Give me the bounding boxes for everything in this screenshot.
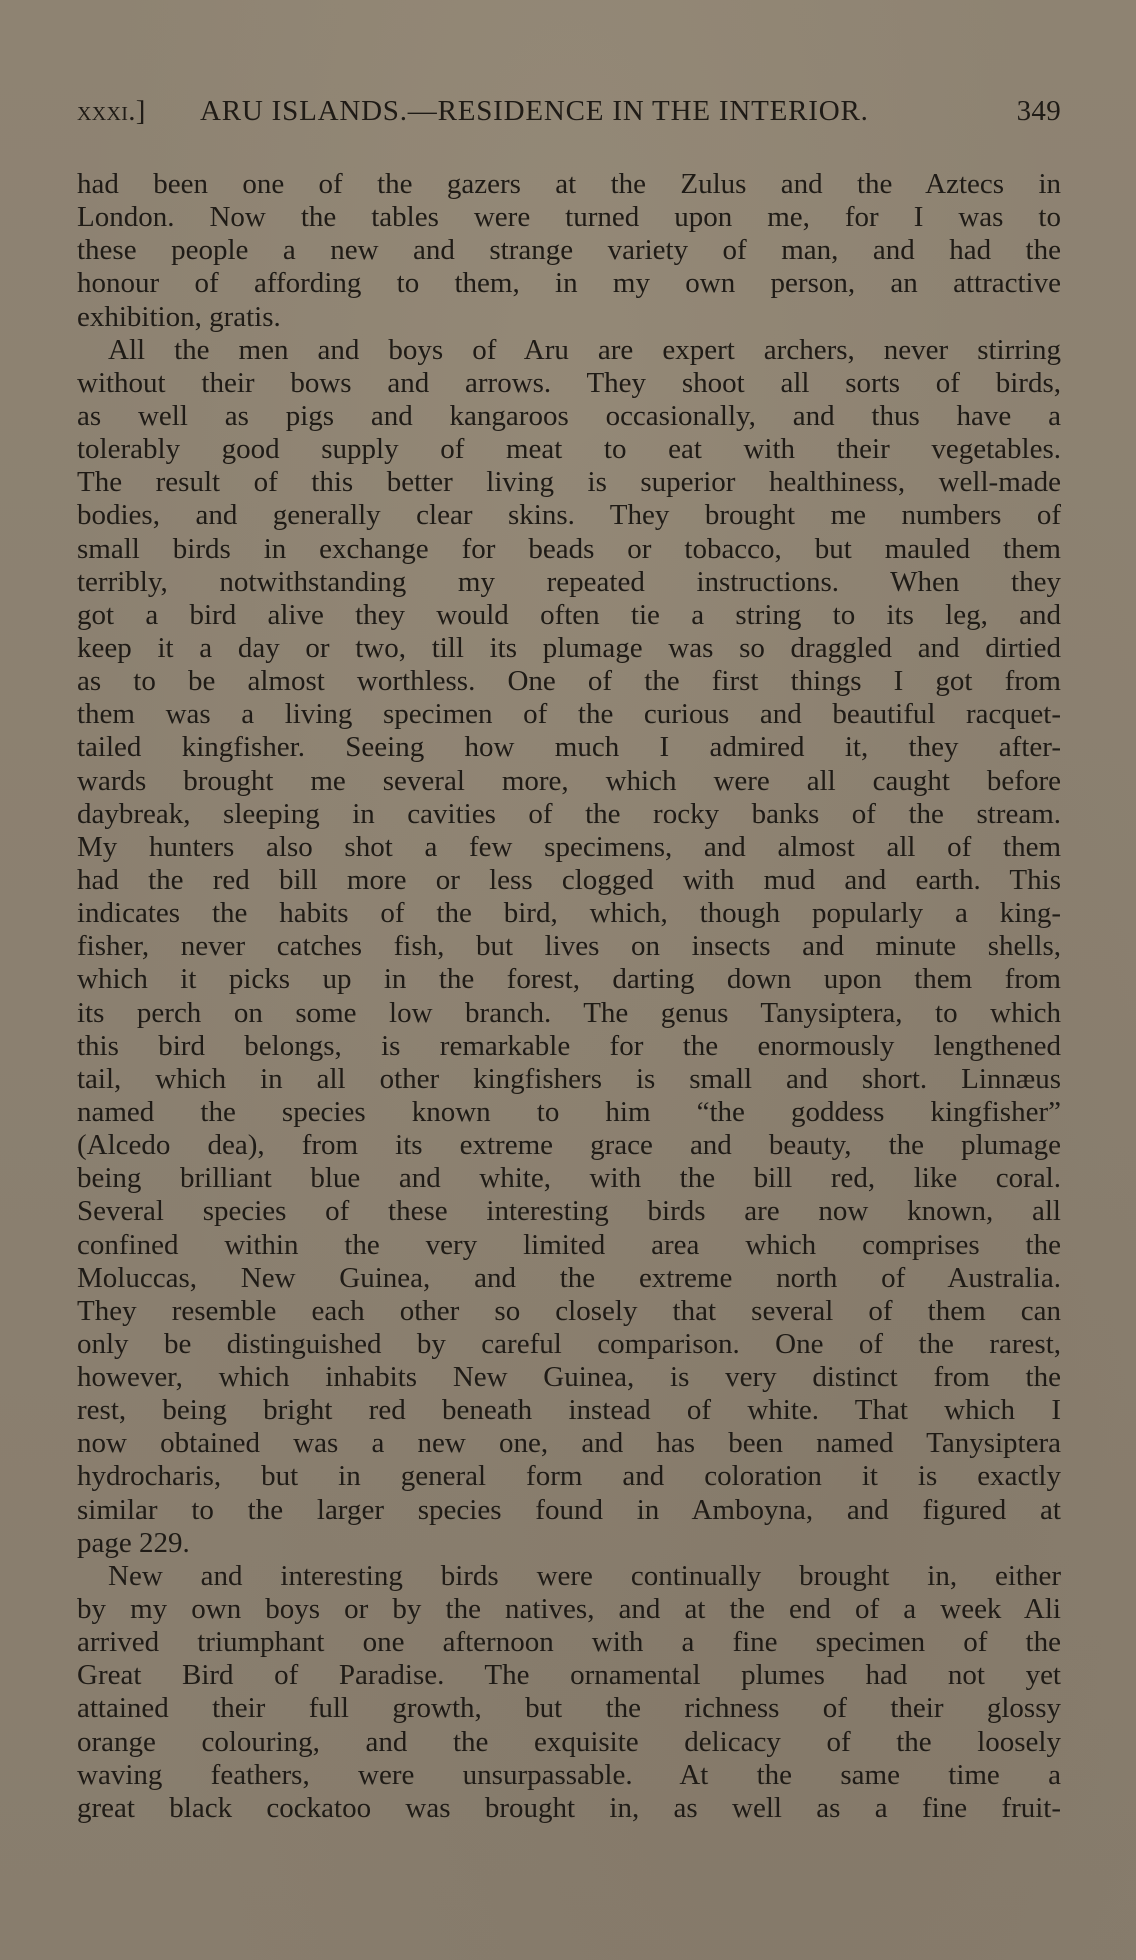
text-line: My hunters also shot a few specimens, and almost all of them [77, 830, 1061, 863]
text-line: daybreak, sleeping in cavities of the rocky banks of the stream. [77, 797, 1061, 830]
text-line: (Alcedo dea), from its extreme grace and beauty, the plumage [77, 1129, 1061, 1162]
text-line: Several species of these interesting birds are now known, all [77, 1195, 1061, 1228]
text-line: them was a living specimen of the curious and beautiful racquet- [77, 698, 1061, 731]
running-header [77, 93, 1061, 129]
text-line: hydrocharis, but in general form and coloration it is exactly [77, 1460, 1061, 1493]
chapter-number: xxxi.] [77, 95, 146, 127]
text-line: terribly, notwithstanding my repeated instructions. When they [77, 565, 1061, 598]
text-line: as well as pigs and kangaroos occasionally, and thus have a [77, 399, 1061, 432]
text-line: orange colouring, and the exquisite delicacy of the loosely [77, 1725, 1061, 1758]
text-line: had been one of the gazers at the Zulus and the Aztecs in [77, 168, 1061, 200]
text-line: great black cockatoo was brought in, as well as a fine fruit- [77, 1791, 1061, 1824]
text-line: waving feathers, were unsurpassable. At the same time a [77, 1758, 1061, 1791]
text-line: only be distinguished by careful comparison. One of the rarest, [77, 1327, 1061, 1360]
text-line: exhibition, gratis. [77, 300, 281, 333]
text-line: without their bows and arrows. They shoot all sorts of birds, [77, 366, 1061, 399]
text-line: London. Now the tables were turned upon me, for I was to [77, 201, 1061, 234]
text-line: now obtained was a new one, and has been named Tanysiptera [77, 1427, 1061, 1460]
text-line: tailed kingfisher. Seeing how much I admired it, they after- [77, 731, 1061, 764]
text-line: this bird belongs, is remarkable for the enormously lengthened [77, 1029, 1061, 1062]
text-line: Moluccas, New Guinea, and the extreme north of Australia. [77, 1261, 1061, 1294]
text-line: named the species known to him “the goddess kingfisher” [77, 1095, 1061, 1128]
text-line: tail, which in all other kingfishers is small and short. Linnæus [77, 1062, 1061, 1095]
text-line: bodies, and generally clear skins. They brought me numbers of [77, 499, 1061, 532]
text-line: by my own boys or by the natives, and at the end of a week Ali [77, 1593, 1061, 1626]
running-title: ARU ISLANDS.—RESIDENCE IN THE INTERIOR. [200, 95, 869, 127]
text-line: had the red bill more or less clogged with mud and earth. This [77, 863, 1061, 896]
text-line: keep it a day or two, till its plumage was so draggled and dirtied [77, 631, 1061, 664]
text-line: tolerably good supply of meat to eat with their vegetables. [77, 433, 1061, 466]
text-line: however, which inhabits New Guinea, is very distinct from the [77, 1361, 1061, 1394]
text-line: got a bird alive they would often tie a string to its leg, and [77, 598, 1061, 631]
text-line: which it picks up in the forest, darting down upon them from [77, 963, 1061, 996]
body-text [77, 168, 1061, 1825]
text-line: Great Bird of Paradise. The ornamental plumes had not yet [77, 1659, 1061, 1692]
text-line: similar to the larger species found in Amboyna, and figured at [77, 1493, 1061, 1526]
text-line: its perch on some low branch. The genus Tanysiptera, to which [77, 996, 1061, 1029]
text-line: indicates the habits of the bird, which, though popularly a king- [77, 897, 1061, 930]
text-line: attained their full growth, but the richness of their glossy [77, 1692, 1061, 1725]
text-line: honour of affording to them, in my own person, an attractive [77, 267, 1061, 300]
text-line: as to be almost worthless. One of the first things I got from [77, 665, 1061, 698]
text-line: arrived triumphant one afternoon with a fine specimen of the [77, 1626, 1061, 1659]
text-line: page 229. [77, 1526, 190, 1559]
text-line: confined within the very limited area which comprises the [77, 1228, 1061, 1261]
text-line: They resemble each other so closely that several of them can [77, 1294, 1061, 1327]
text-line: these people a new and strange variety of man, and had the [77, 234, 1061, 267]
text-line: being brilliant blue and white, with the bill red, like coral. [77, 1162, 1061, 1195]
page-number: 349 [1016, 95, 1061, 127]
text-line: New and interesting birds were continually brought in, either [108, 1559, 1061, 1592]
text-line: fisher, never catches fish, but lives on insects and minute shells, [77, 930, 1061, 963]
text-line: The result of this better living is superior healthiness, well-made [77, 466, 1061, 499]
text-line: All the men and boys of Aru are expert archers, never stirring [108, 333, 1061, 366]
text-line: wards brought me several more, which were all caught before [77, 764, 1061, 797]
text-line: rest, being bright red beneath instead of white. That which I [77, 1394, 1061, 1427]
text-line: small birds in exchange for beads or tobacco, but mauled them [77, 532, 1061, 565]
